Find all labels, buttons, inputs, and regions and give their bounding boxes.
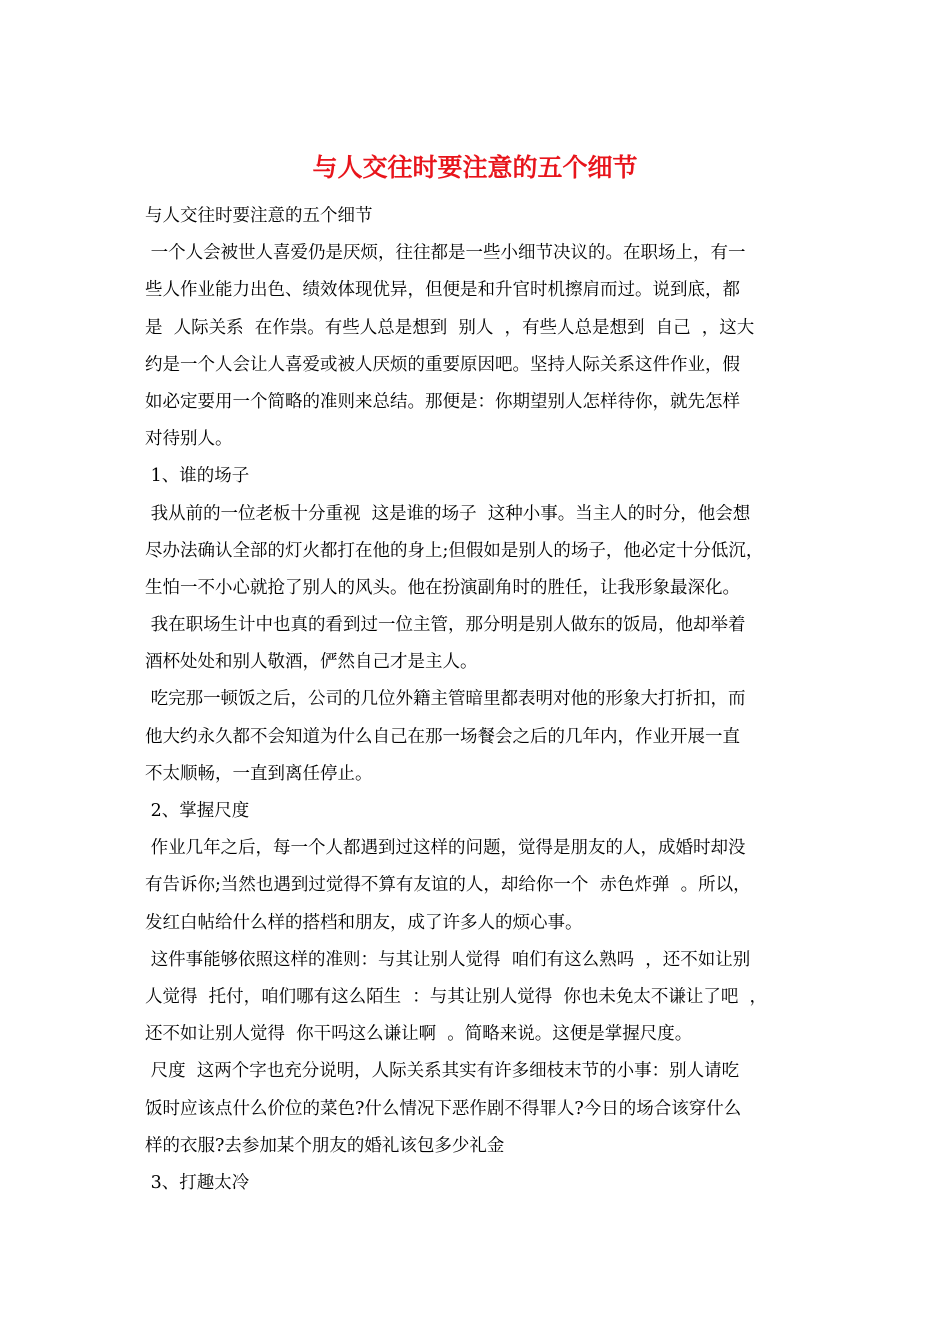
- text-line: 尽办法确认全部的灯火都打在他的身上;但假如是别人的场子，他必定十分低沉，: [145, 540, 764, 561]
- text-line: 他大约永久都不会知道为什么自己在那一场餐会之后的几年内，作业开展一直: [145, 726, 740, 747]
- text-line: 发红白帖给什么样的搭档和朋友，成了许多人的烦心事。: [145, 912, 583, 933]
- text-line: 些人作业能力出色、绩效体现优异，但便是和升官时机擦肩而过。说到底，都: [145, 280, 740, 301]
- document-body: [145, 198, 825, 1202]
- text-line: 吃完那一顿饭之后，公司的几位外籍主管暗里都表明对他的形象大打折扣，而: [145, 689, 746, 710]
- text-line: 样的衣服?去参加某个朋友的婚礼该包多少礼金: [145, 1135, 505, 1156]
- text-line: 我在职场生计中也真的看到过一位主管，那分明是别人做东的饭局，他却举着: [145, 615, 746, 636]
- text-line: 如必定要用一个简略的准则来总结。那便是：你期望别人怎样待你，就先怎样: [145, 391, 740, 412]
- text-line: 2、掌握尺度: [145, 801, 250, 821]
- text-line: 这件事能够依照这样的准则：与其让别人觉得 咱们有这么熟吗 ，还不如让别: [145, 949, 751, 970]
- text-line: 不太顺畅，一直到离任停止。: [145, 763, 373, 784]
- text-line: 与人交往时要注意的五个细节: [145, 206, 373, 226]
- text-line: 我从前的一位老板十分重视 这是谁的场子 这种小事。当主人的时分，他会想: [145, 503, 751, 524]
- text-line: 是 人际关系 在作祟。有些人总是想到 别人 ，有些人总是想到 自己 ，这大: [145, 317, 755, 338]
- text-line: 饭时应该点什么价位的菜色?什么情况下恶作剧不得罪人?今日的场合该穿什么: [145, 1098, 742, 1119]
- text-line: 作业几年之后，每一个人都遇到过这样的问题，觉得是朋友的人，成婚时却没: [145, 838, 746, 859]
- text-line: 生怕一不小心就抢了别人的风头。他在扮演副角时的胜任，让我形象最深化。: [145, 577, 740, 598]
- text-line: 对待别人。: [145, 429, 233, 450]
- text-line: 尺度 这两个字也充分说明，人际关系其实有许多细枝末节的小事：别人请吃: [145, 1061, 740, 1082]
- text-line: 1、谁的场子: [145, 466, 250, 487]
- text-line: 人觉得 托付，咱们哪有这么陌生 ：与其让别人觉得 你也未免太不谦让了吧 ，: [145, 986, 767, 1007]
- text-line: 3、打趣太冷: [145, 1172, 250, 1193]
- text-line: 还不如让别人觉得 你干吗这么谦让啊 。简略来说。这便是掌握尺度。: [145, 1024, 693, 1045]
- text-line: 一个人会被世人喜爱仍是厌烦，往往都是一些小细节决议的。在职场上，有一: [145, 243, 746, 264]
- text-line: 约是一个人会让人喜爱或被人厌烦的重要原因吧。坚持人际关系这件作业，假: [145, 354, 740, 375]
- text-line: 有告诉你;当然也遇到过觉得不算有友谊的人，却给你一个 赤色炸弹 。所以，: [145, 875, 751, 896]
- text-line: 酒杯处处和别人敬酒，俨然自己才是主人。: [145, 652, 478, 673]
- page-title: 与人交往时要注意的五个细节: [312, 153, 638, 182]
